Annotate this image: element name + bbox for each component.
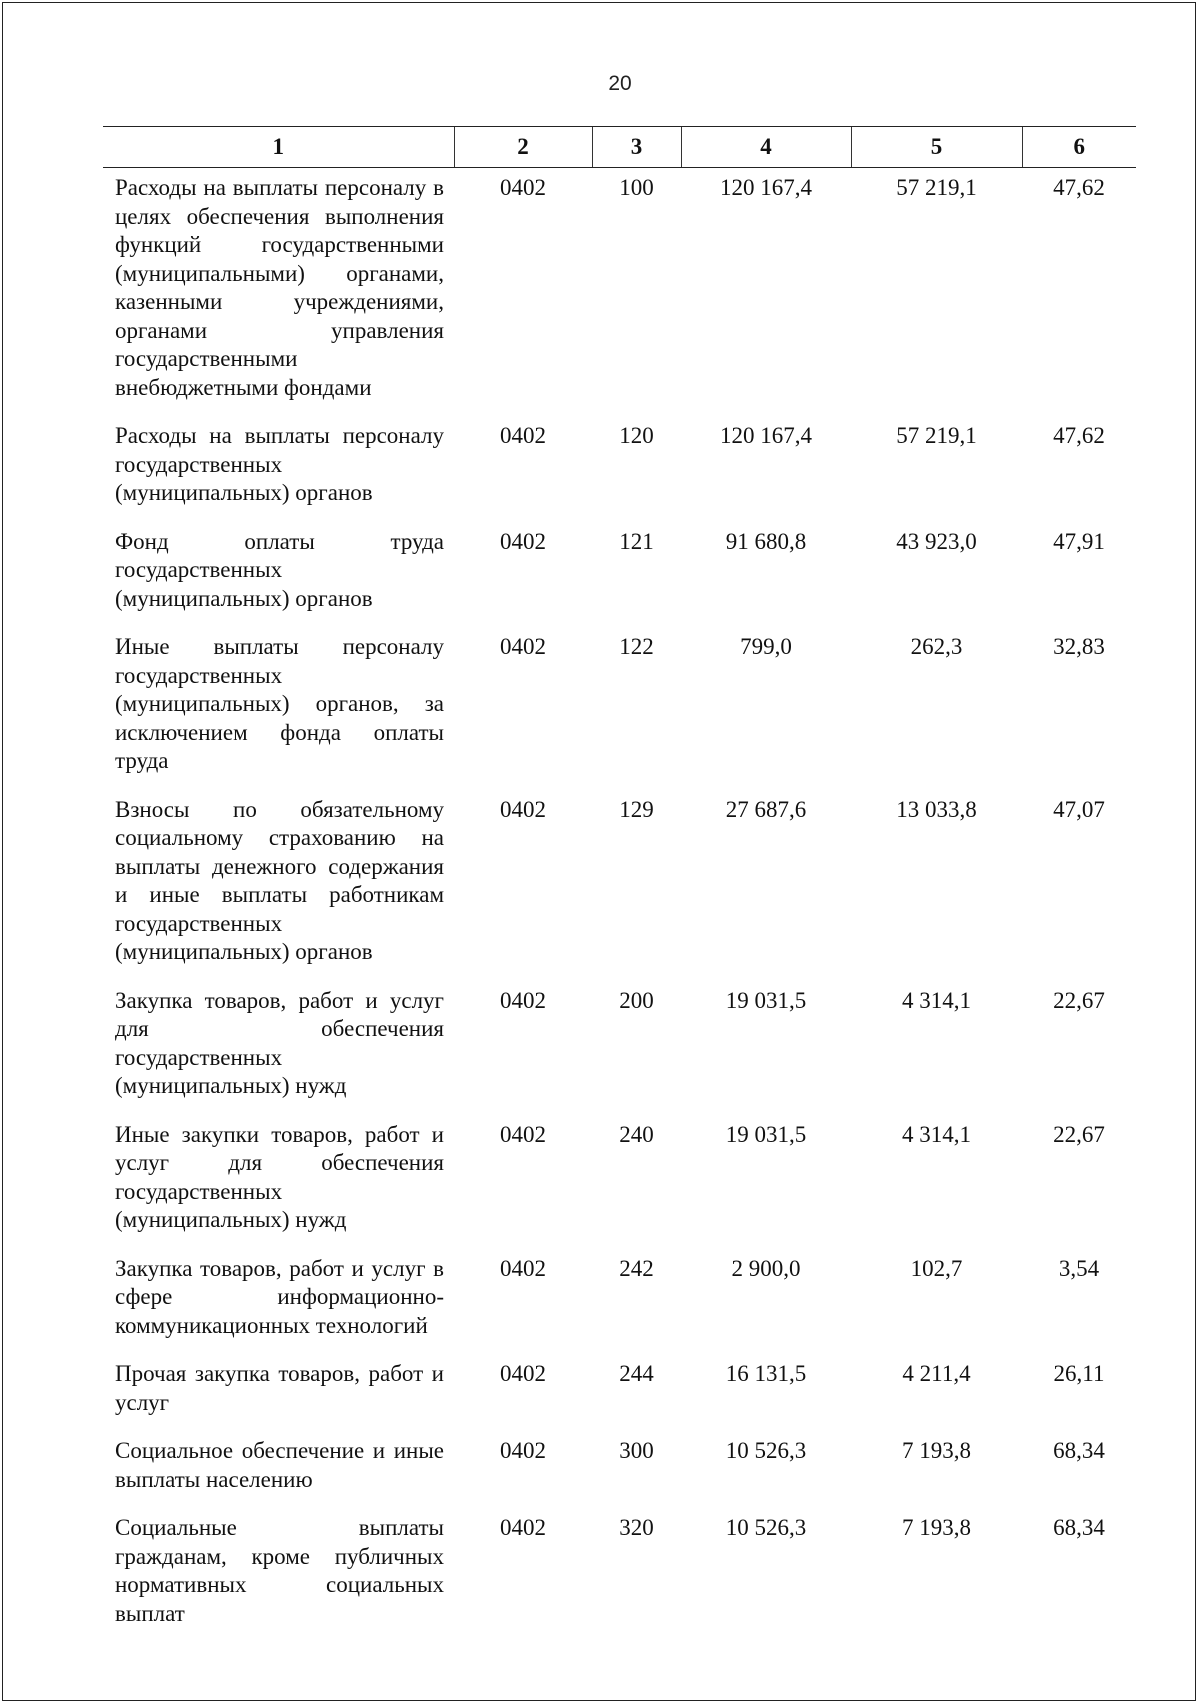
row-planned-amount: 120 167,4 xyxy=(720,175,812,200)
row-description: Взносы по обязательному социальному страхованию на выплаты денежного содержания и иные выплаты работникам государственных (муниципальных) органов xyxy=(115,796,444,964)
row-description: Иные выплаты персоналу государственных (муниципальных) органов, за исключением фонда оплаты труда xyxy=(115,634,444,773)
table-row xyxy=(103,416,1136,522)
row-planned-amount: 27 687,6 xyxy=(725,796,807,822)
row-section-code: 0402 xyxy=(500,1515,546,1540)
row-expense-type: 129 xyxy=(619,796,654,822)
row-expense-type: 244 xyxy=(619,1361,654,1386)
row-execution-percent: 22,67 xyxy=(1053,1121,1105,1147)
row-expense-type: 122 xyxy=(619,634,654,659)
row-description: Расходы на выплаты персоналу в целях обеспечения выполнения функций государственными (муниципальными) органами, казенными учреждениями, органами управления государственными внебюджетными фондами xyxy=(115,175,444,400)
row-executed-amount: 57 219,1 xyxy=(896,423,977,448)
row-executed-amount: 4 314,1 xyxy=(902,1121,971,1147)
row-planned-amount: 91 680,8 xyxy=(725,528,807,554)
row-executed-amount: 262,3 xyxy=(910,634,963,659)
row-description: Прочая закупка товаров, работ и услуг xyxy=(115,1361,444,1415)
row-section-code: 0402 xyxy=(500,528,546,554)
table-row xyxy=(103,168,1136,417)
row-planned-amount: 10 526,3 xyxy=(725,1438,807,1463)
row-executed-amount: 13 033,8 xyxy=(896,796,977,822)
row-execution-percent: 3,54 xyxy=(1058,1255,1100,1281)
column-header-2: 2 xyxy=(454,127,592,168)
row-executed-amount: 7 193,8 xyxy=(902,1515,971,1540)
row-executed-amount: 4 314,1 xyxy=(902,987,971,1013)
table-row xyxy=(103,981,1136,1115)
row-executed-amount: 4 211,4 xyxy=(902,1361,971,1386)
row-execution-percent: 47,07 xyxy=(1053,796,1105,822)
row-execution-percent: 47,91 xyxy=(1053,528,1105,554)
row-planned-amount: 10 526,3 xyxy=(725,1515,807,1540)
table-row xyxy=(103,1431,1136,1508)
row-execution-percent: 68,34 xyxy=(1053,1515,1105,1540)
column-header-6: 6 xyxy=(1022,127,1136,168)
row-expense-type: 320 xyxy=(619,1515,654,1540)
row-planned-amount: 120 167,4 xyxy=(720,423,812,448)
row-expense-type: 121 xyxy=(619,528,654,554)
row-description: Закупка товаров, работ и услуг для обеспечения государственных (муниципальных) нужд xyxy=(115,987,444,1098)
row-executed-amount: 43 923,0 xyxy=(896,528,977,554)
row-section-code: 0402 xyxy=(500,1361,546,1386)
row-planned-amount: 19 031,5 xyxy=(725,987,807,1013)
row-execution-percent: 32,83 xyxy=(1053,634,1105,659)
row-section-code: 0402 xyxy=(500,1438,546,1463)
row-section-code: 0402 xyxy=(500,1255,546,1281)
row-planned-amount: 16 131,5 xyxy=(725,1361,807,1386)
row-planned-amount: 2 900,0 xyxy=(731,1255,801,1281)
row-section-code: 0402 xyxy=(500,1121,546,1147)
row-section-code: 0402 xyxy=(500,423,546,448)
column-header-5: 5 xyxy=(851,127,1022,168)
row-executed-amount: 57 219,1 xyxy=(896,175,977,200)
column-header-1: 1 xyxy=(103,127,454,168)
row-planned-amount: 19 031,5 xyxy=(725,1121,807,1147)
table-row xyxy=(103,1115,1136,1249)
row-execution-percent: 26,11 xyxy=(1053,1361,1105,1386)
budget-table xyxy=(103,126,1136,1642)
table-row xyxy=(103,790,1136,981)
row-expense-type: 200 xyxy=(619,987,654,1013)
row-execution-percent: 22,67 xyxy=(1053,987,1105,1013)
table-header-row xyxy=(103,127,1136,168)
row-execution-percent: 47,62 xyxy=(1053,423,1105,448)
row-execution-percent: 47,62 xyxy=(1053,175,1105,200)
row-execution-percent: 68,34 xyxy=(1053,1438,1105,1463)
table-row xyxy=(103,1508,1136,1642)
row-planned-amount: 799,0 xyxy=(740,634,792,659)
page-number: 20 xyxy=(608,72,632,95)
row-expense-type: 300 xyxy=(619,1438,654,1463)
row-section-code: 0402 xyxy=(500,634,546,659)
row-executed-amount: 102,7 xyxy=(910,1255,963,1281)
row-description: Иные закупки товаров, работ и услуг для обеспечения государственных (муниципальных) нужд xyxy=(115,1121,444,1232)
table-row xyxy=(103,1354,1136,1431)
row-section-code: 0402 xyxy=(500,175,546,200)
table-row xyxy=(103,627,1136,790)
row-section-code: 0402 xyxy=(500,796,546,822)
row-expense-type: 242 xyxy=(619,1255,654,1281)
row-expense-type: 120 xyxy=(619,423,654,448)
row-expense-type: 240 xyxy=(619,1121,654,1147)
row-section-code: 0402 xyxy=(500,987,546,1013)
row-description: Расходы на выплаты персоналу государственных (муниципальных) органов xyxy=(115,423,444,505)
column-header-4: 4 xyxy=(681,127,851,168)
row-expense-type: 100 xyxy=(619,175,654,200)
column-header-3: 3 xyxy=(592,127,681,168)
row-description: Фонд оплаты труда государственных (муниципальных) органов xyxy=(115,528,444,611)
table-row xyxy=(103,522,1136,628)
table-row xyxy=(103,1249,1136,1355)
row-description: Социальные выплаты гражданам, кроме публичных нормативных социальных выплат xyxy=(115,1515,444,1626)
row-executed-amount: 7 193,8 xyxy=(902,1438,971,1463)
row-description: Социальное обеспечение и иные выплаты населению xyxy=(115,1438,444,1492)
row-description: Закупка товаров, работ и услуг в сфере информационно-коммуникационных технологий xyxy=(115,1255,444,1338)
